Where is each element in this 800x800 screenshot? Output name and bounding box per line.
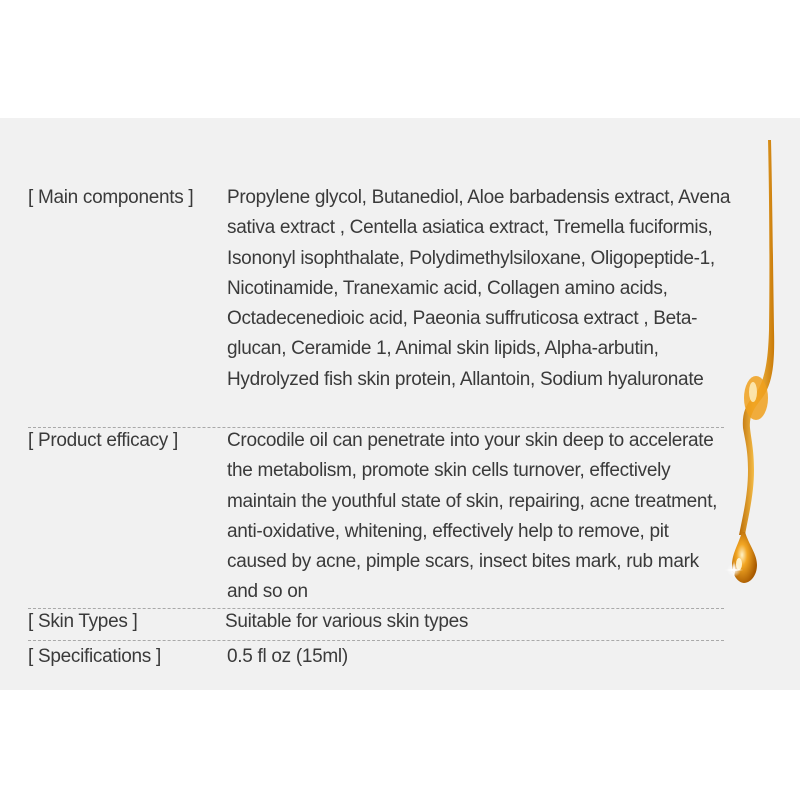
spec-label: [ Main components ]: [28, 187, 194, 208]
spec-row-product-efficacy: [28, 426, 724, 610]
row-divider: [28, 640, 724, 641]
spec-value: Suitable for various skin types: [225, 611, 469, 632]
spec-row-specifications: [28, 642, 724, 674]
spec-value: Crocodile oil can penetrate into your skin deep to accelerate the metabolism, promote skin cells turnover, effectively maintain the youthful state of skin, repairing, acne treatment, anti-oxidative, whitening, effectively help to remove, pit caused by acne, pimple scars, insect bites mark, rub mark and so on: [227, 430, 718, 603]
spec-row-main-components: [28, 183, 731, 427]
oil-drop-icon: [712, 140, 800, 585]
spec-value: Propylene glycol, Butanediol, Aloe barbadensis extract, Avena sativa extract , Centella asiatica extract, Tremella fuciformis, Isononyl isophthalate, Polydimethylsiloxane, Oligopeptide-1, Nicotinamide, Tranexamic acid, Collagen amino acids, Octadecenedioic acid, Paeonia suffruticosa extract , Beta-glucan, Ceramide 1, Animal skin lipids, Alpha-arbutin, Hydrolyzed fish skin protein, Allantoin, Sodium hyaluronate: [227, 187, 731, 390]
spec-label: [ Product efficacy ]: [28, 430, 178, 451]
spec-row-skin-types: [28, 607, 724, 639]
spec-label: [ Specifications ]: [28, 646, 161, 667]
spec-value: 0.5 fl oz (15ml): [227, 646, 348, 667]
spec-label: [ Skin Types ]: [28, 611, 138, 632]
